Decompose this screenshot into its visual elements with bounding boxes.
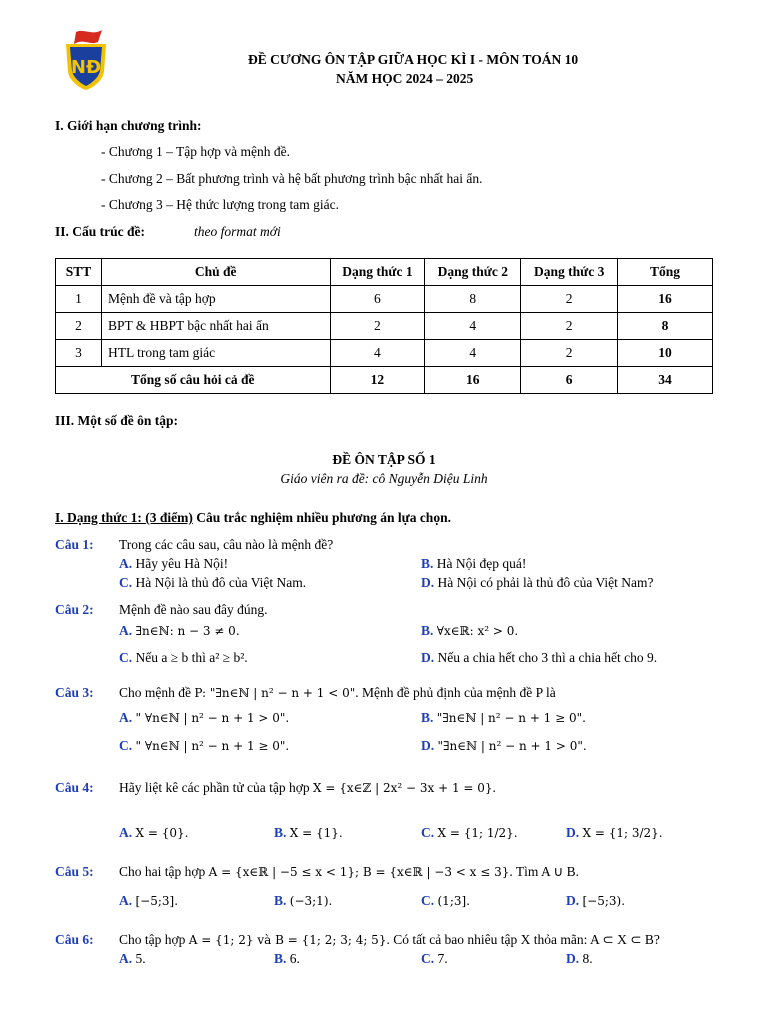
table-header-row: [56, 259, 713, 286]
option-c: C. 7.: [421, 951, 448, 966]
option-c: C. Nếu a ≥ b thì a² ≥ b².: [119, 650, 248, 665]
question-label: Câu 5:: [55, 864, 94, 879]
document-title: ĐỀ CƯƠNG ÔN TẬP GIỮA HỌC KÌ I - MÔN TOÁN 10: [248, 52, 579, 67]
question-label: Câu 3:: [55, 685, 94, 700]
table-cell: 3: [56, 340, 102, 367]
question-label: Câu 4:: [55, 780, 94, 795]
table-cell: 6: [330, 286, 425, 313]
table-cell: BPT & HBPT bậc nhất hai ẩn: [101, 313, 330, 340]
table-cell: 6: [521, 367, 618, 394]
table-cell: 34: [618, 367, 713, 394]
question-text: Mệnh đề nào sau đây đúng.: [119, 602, 268, 617]
option-b: B. (−3;1).: [274, 893, 333, 908]
exam-teacher: Giáo viên ra đề: cô Nguyễn Diệu Linh: [280, 471, 488, 486]
col-header: Chủ đề: [101, 259, 330, 286]
option-c: C. " ∀n∈ℕ | n² − n + 1 ≥ 0".: [119, 738, 290, 753]
table-cell: 16: [425, 367, 521, 394]
table-cell: 8: [425, 286, 521, 313]
question-text: Hãy liệt kê các phần tử của tập hợp X = {x∈ℤ | 2x² − 3x + 1 = 0}.: [119, 780, 496, 795]
question-text: Cho hai tập hợp A = {x∈ℝ | −5 ≤ x < 1}; B = {x∈ℝ | −3 < x ≤ 3}. Tìm A ∪ B.: [119, 864, 580, 879]
table-cell: 10: [618, 340, 713, 367]
section-2-heading: II. Cấu trúc đề:: [55, 224, 145, 239]
option-a: A. [−5;3].: [119, 893, 179, 908]
option-d: D. Nếu a chia hết cho 3 thì a chia hết cho 9.: [421, 650, 658, 665]
exam-title: ĐỀ ÔN TẬP SỐ 1: [332, 452, 436, 467]
question-label: Câu 2:: [55, 602, 94, 617]
school-logo: [62, 28, 110, 92]
option-d: D. [−5;3).: [566, 893, 626, 908]
table-cell: 4: [330, 340, 425, 367]
question-label: Câu 1:: [55, 537, 94, 552]
table-cell: 12: [330, 367, 425, 394]
option-a: A. Hãy yêu Hà Nội!: [119, 556, 229, 571]
option-c: C. (1;3].: [421, 893, 470, 908]
logo-lettering: NĐ: [70, 57, 102, 78]
table-cell: 4: [425, 340, 521, 367]
chapter-item-1: - Chương 1 – Tập hợp và mệnh đề.: [101, 144, 290, 159]
col-header: Dạng thức 3: [521, 259, 618, 286]
table-row: [56, 313, 713, 340]
table-total-row: [56, 367, 713, 394]
option-b: B. ∀x∈ℝ: x² > 0.: [421, 623, 519, 638]
col-header: Dạng thức 2: [425, 259, 521, 286]
option-b: B. Hà Nội đẹp quá!: [421, 556, 527, 571]
option-b: B. "∃n∈ℕ | n² − n + 1 ≥ 0".: [421, 710, 586, 725]
option-d: D. "∃n∈ℕ | n² − n + 1 > 0".: [421, 738, 587, 753]
table-row: [56, 286, 713, 313]
question-text: Cho tập hợp A = {1; 2} và B = {1; 2; 3; 4; 5}. Có tất cả bao nhiêu tập X thỏa mãn: A ⊂ X ⊂ B?: [119, 932, 660, 947]
table-cell: 2: [521, 340, 618, 367]
table-cell: Tổng số câu hỏi cả đề: [56, 367, 331, 394]
option-c: C. X = {1; 1/2}.: [421, 825, 518, 840]
part-description: Câu trắc nghiệm nhiều phương án lựa chọn.: [192, 510, 451, 525]
col-header: Tổng: [618, 259, 713, 286]
table-cell: 1: [56, 286, 102, 313]
section-3-heading: III. Một số đề ôn tập:: [55, 413, 179, 428]
option-c: C. Hà Nội là thủ đô của Việt Nam.: [119, 575, 307, 590]
option-d: D. 8.: [566, 951, 593, 966]
table-cell: HTL trong tam giác: [101, 340, 330, 367]
option-a: A. 5.: [119, 951, 146, 966]
table-cell: 2: [56, 313, 102, 340]
option-b: B. X = {1}.: [274, 825, 343, 840]
table-cell: 2: [521, 313, 618, 340]
question-label: Câu 6:: [55, 932, 94, 947]
col-header: STT: [56, 259, 102, 286]
section-1-heading: I. Giới hạn chương trình:: [55, 118, 202, 133]
part-label: I. Dạng thức 1: (3 điểm): [55, 510, 193, 525]
col-header: Dạng thức 1: [330, 259, 425, 286]
option-b: B. 6.: [274, 951, 300, 966]
chapter-item-2: - Chương 2 – Bất phương trình và hệ bất phương trình bậc nhất hai ẩn.: [101, 171, 483, 186]
option-a: A. X = {0}.: [119, 825, 189, 840]
structure-note: theo format mới: [194, 224, 281, 239]
table-cell: 4: [425, 313, 521, 340]
table-cell: 2: [330, 313, 425, 340]
table-cell: 8: [618, 313, 713, 340]
table-cell: 2: [521, 286, 618, 313]
table-cell: Mệnh đề và tập hợp: [101, 286, 330, 313]
chapter-item-3: - Chương 3 – Hệ thức lượng trong tam giác.: [101, 197, 339, 212]
option-a: A. " ∀n∈ℕ | n² − n + 1 > 0".: [119, 710, 290, 725]
option-a: A. ∃n∈ℕ: n − 3 ≠ 0.: [119, 623, 240, 638]
question-text: Cho mệnh đề P: "∃n∈ℕ | n² − n + 1 < 0". Mệnh đề phủ định của mệnh đề P là: [119, 685, 556, 700]
table-row: [56, 340, 713, 367]
option-d: D. Hà Nội có phải là thủ đô của Việt Nam?: [421, 575, 654, 590]
question-text: Trong các câu sau, câu nào là mệnh đề?: [119, 537, 334, 552]
structure-table: [55, 258, 713, 394]
school-year: NĂM HỌC 2024 – 2025: [336, 71, 474, 86]
option-d: D. X = {1; 3/2}.: [566, 825, 663, 840]
table-cell: 16: [618, 286, 713, 313]
